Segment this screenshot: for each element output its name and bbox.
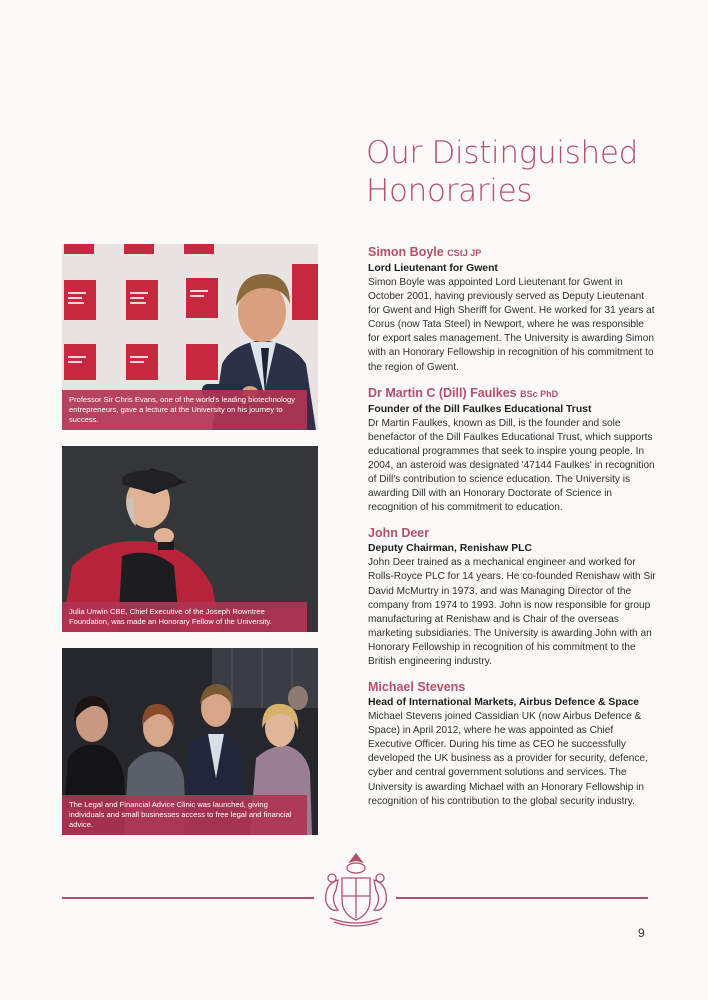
page-title bbox=[366, 134, 686, 210]
honorary-name: Dr Martin C (Dill) Faulkes BSc PhD bbox=[368, 385, 559, 400]
photo-caption: Julia Unwin CBE, Chief Executive of the Joseph Rowntree Foundation, was made an Honorary Fellow of the University. bbox=[62, 602, 307, 632]
honorary-entry bbox=[368, 679, 658, 809]
honorary-role: Lord Lieutenant for Gwent bbox=[368, 263, 498, 274]
footer-rule-right bbox=[396, 897, 648, 899]
honorary-name: Simon Boyle CStJ JP bbox=[368, 245, 482, 259]
honorary-name: John Deer bbox=[368, 526, 430, 541]
footer-rule-left bbox=[62, 897, 314, 899]
postnominal: CStJ JP bbox=[447, 248, 482, 258]
honorary-bio: John Deer trained as a mechanical engineer and worked for Rolls-Royce PLC for 14 years. He co-founded Renishaw with Sir David McMurtry in 1973, and was Managing Director of the company from 1974 to 1993. John is now responsible for group manufacturing at Renishaw and is Chair of the overseas marketing subsidiaries. The University is awarding John with an Honorary Fellowship in recognition of his commitment to the British engineering industry. bbox=[368, 557, 656, 667]
honorary-role: Deputy Chairman, Renishaw PLC bbox=[368, 543, 532, 555]
photo-caption: The Legal and Financial Advice Clinic was launched, giving individuals and small businesses access to free legal and financial advice. bbox=[62, 795, 307, 835]
honorary-name: Michael Stevens bbox=[368, 680, 466, 695]
honorary-bio: Michael Stevens joined Cassidian UK (now Airbus Defence & Space) in April 2012, where he was appointed as Chief Executive Officer. During his time as CEO he successfully developed the UK business as a provider for security, defence, cyber and central government solutions and services. The University is awarding Michael with an Honorary Fellowship in recognition of his contribution to the global security industry. bbox=[368, 711, 648, 807]
title-line-1: Our Distinguished bbox=[366, 135, 639, 171]
page-number: 9 bbox=[638, 926, 645, 940]
honorary-entry bbox=[368, 385, 658, 516]
postnominal: BSc PhD bbox=[520, 388, 559, 399]
coat-of-arms-icon bbox=[316, 850, 396, 930]
honorary-bio: Simon Boyle was appointed Lord Lieutenant for Gwent in October 2001, having previously served as Deputy Lieutenant for Gwent and High Sheriff for Gwent. He worked for 31 years at Corus (now Tata Steel) in Newport, where he was responsible for export sales management. The University is awarding Simon with an Honorary Fellowship in recognition of his commitment to the region of Gwent. bbox=[368, 277, 655, 373]
title-line-2: Honoraries bbox=[366, 173, 533, 209]
honorary-list bbox=[368, 244, 658, 819]
honorary-entry bbox=[368, 525, 658, 669]
honorary-role: Head of International Markets, Airbus Defence & Space bbox=[368, 697, 639, 709]
honorary-bio: Dr Martin Faulkes, known as Dill, is the founder and sole benefactor of the Dill Faulkes Educational Trust, which supports educational programmes that seek to inspire young people. In 2004, an asteroid was designated '47144 Faulkes' in recognition of Dill's contribution to science education. The University is awarding Dill with an Honorary Doctorate of Science in recognition of his commitment to education. bbox=[368, 417, 655, 514]
photo-julia-unwin bbox=[62, 446, 318, 632]
photo-caption: Professor Sir Chris Evans, one of the world's leading biotechnology entrepreneurs, gave a lecture at the University on his journey to success. bbox=[62, 390, 307, 430]
honorary-role: Founder of the Dill Faulkes Educational Trust bbox=[368, 403, 592, 415]
photo-chris-evans bbox=[62, 244, 318, 430]
honorary-entry bbox=[368, 244, 658, 375]
photo-advice-clinic bbox=[62, 648, 318, 835]
